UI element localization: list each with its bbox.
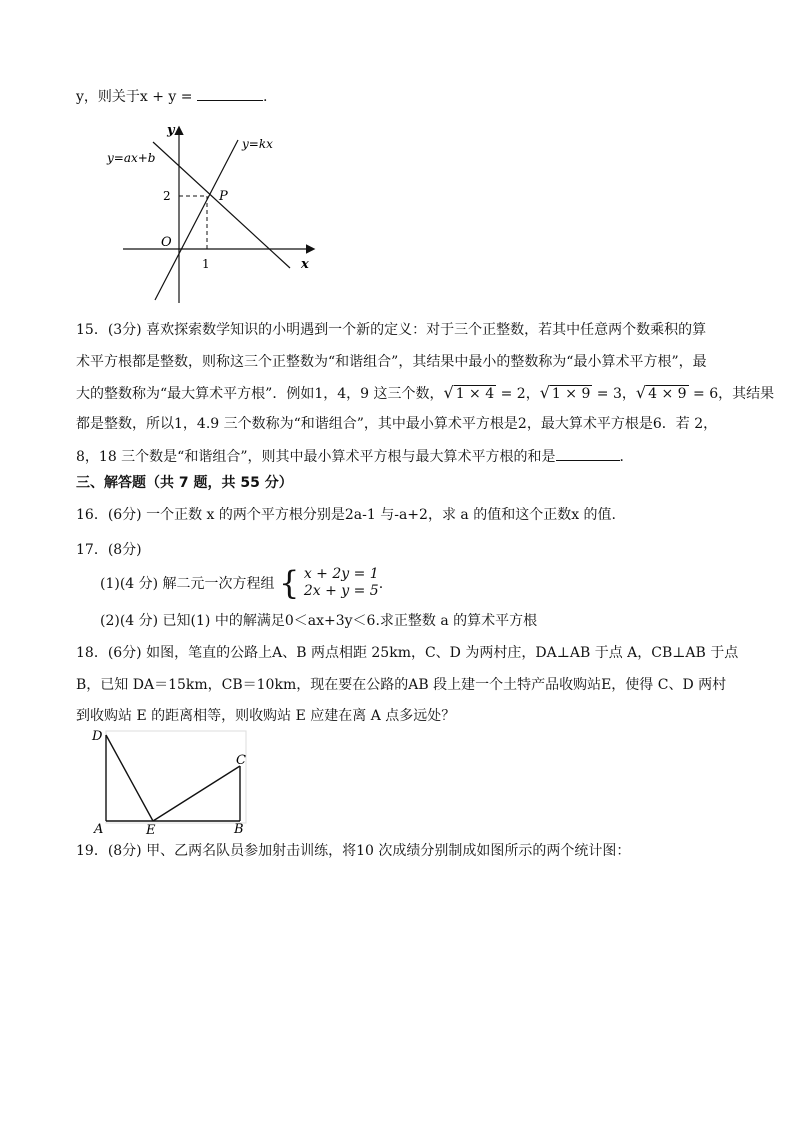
q14-tail-text: y，则关于x + y = xyxy=(76,89,197,105)
q15-line-1: 15．(3分) 喜欢探索数学知识的小明遇到一个新的定义：对于三个正整数，若其中任意两个数乘积的算 xyxy=(76,322,707,338)
q18-line-2: B，已知 DA＝15km，CB＝10km，现在要在公路的AB 段上建一个土特产品收购站E，使得 C、D 两村 xyxy=(76,677,727,693)
function-graph xyxy=(95,118,325,308)
sqrt-radicand: 1 × 4 xyxy=(455,386,495,402)
y-tick-label: 2 xyxy=(163,189,171,203)
x-axis-label: x xyxy=(301,257,309,272)
q17-header: 17．(8分) xyxy=(76,542,142,558)
q14-period: . xyxy=(262,89,268,105)
q15-line-3 xyxy=(76,383,774,404)
q14-tail xyxy=(76,86,267,107)
sqrt-expression: √ 4 × 9 xyxy=(635,383,687,402)
sqrt-radicand: 4 × 9 xyxy=(648,386,687,402)
x-tick-label: 1 xyxy=(202,257,210,271)
q15-line-4: 都是整数，所以1，4.9 三个数称为“和谐组合”，其中最小算术平方根是2，最大算术平方根是6．若 2， xyxy=(76,416,718,432)
q15-eq-3: = 6，其结果 xyxy=(688,386,775,402)
line1-label: y=ax+b xyxy=(107,151,156,165)
q17-part1-end: . xyxy=(378,576,384,592)
segment-EC xyxy=(153,766,240,821)
answer-blank xyxy=(556,446,620,461)
y-axis-label: y xyxy=(167,123,175,138)
sqrt-radicand: 1 × 9 xyxy=(551,386,591,402)
equation-top: x + 2y = 1 xyxy=(303,566,379,582)
q17-part1-text: (1)(4 分) 解二元一次方程组 xyxy=(100,576,275,592)
q19-text: 19．(8分) 甲、乙两名队员参加射击训练，将10 次成绩分别制成如图所示的两个统计图： xyxy=(76,843,631,859)
origin-label: O xyxy=(161,235,172,250)
q15-line-3-text: 大的整数称为“最大算术平方根”．例如1，4，9 这三个数， xyxy=(76,386,444,402)
sqrt-expression: √ 1 × 9 xyxy=(539,383,591,402)
point-label: P xyxy=(219,189,228,204)
label-C: C xyxy=(236,753,246,768)
q15-line-5 xyxy=(76,446,634,467)
brace-symbol: { xyxy=(279,564,300,602)
label-D: D xyxy=(92,729,103,744)
q18-line-1: 18．(6分) 如图，笔直的公路上A、B 两点相距 25km，C、D 为两村庄，DA⊥AB 于点 A，CB⊥AB 于点 xyxy=(76,645,739,661)
q15-line-2: 术平方根都是整数，则称这三个正整数为“和谐组合”，其结果中最小的整数称为“最小算术平方根”，最 xyxy=(76,354,707,370)
label-A: A xyxy=(94,822,104,836)
equation-system xyxy=(304,566,379,600)
q17-part1 xyxy=(100,566,383,602)
section-heading: 三、解答题（共 7 题，共 55 分） xyxy=(76,475,293,491)
label-E: E xyxy=(146,823,156,836)
line-y-kx xyxy=(155,140,238,300)
road-diagram xyxy=(88,726,253,836)
segment-DE xyxy=(106,735,153,821)
line2-label: y=kx xyxy=(242,137,273,151)
equation-bottom: 2x + y = 5 xyxy=(303,583,379,599)
q18-line-3: 到收购站 E 的距离相等，则收购站 E 应建在离 A 点多远处？ xyxy=(76,708,456,724)
answer-blank xyxy=(197,86,263,101)
q15-eq-1: = 2， xyxy=(496,386,540,402)
figure-frame xyxy=(106,731,246,823)
q15-eq-2: = 3， xyxy=(592,386,636,402)
q17-part2: (2)(4 分) 已知(1) 中的解满足0＜ax+3y＜6.求正整数 a 的算术平方根 xyxy=(100,613,538,629)
q15-line-5-end: ． xyxy=(619,449,634,465)
label-B: B xyxy=(234,822,244,836)
sqrt-expression: √ 1 × 4 xyxy=(443,383,495,402)
q16-text: 16．(6分) 一个正数 x 的两个平方根分别是2a-1 与-a+2，求 a 的值和这个正数x 的值. xyxy=(76,507,616,523)
q15-line-5-text: 8，18 三个数是“和谐组合”，则其中最小算术平方根与最大算术平方根的和是 xyxy=(76,449,556,465)
